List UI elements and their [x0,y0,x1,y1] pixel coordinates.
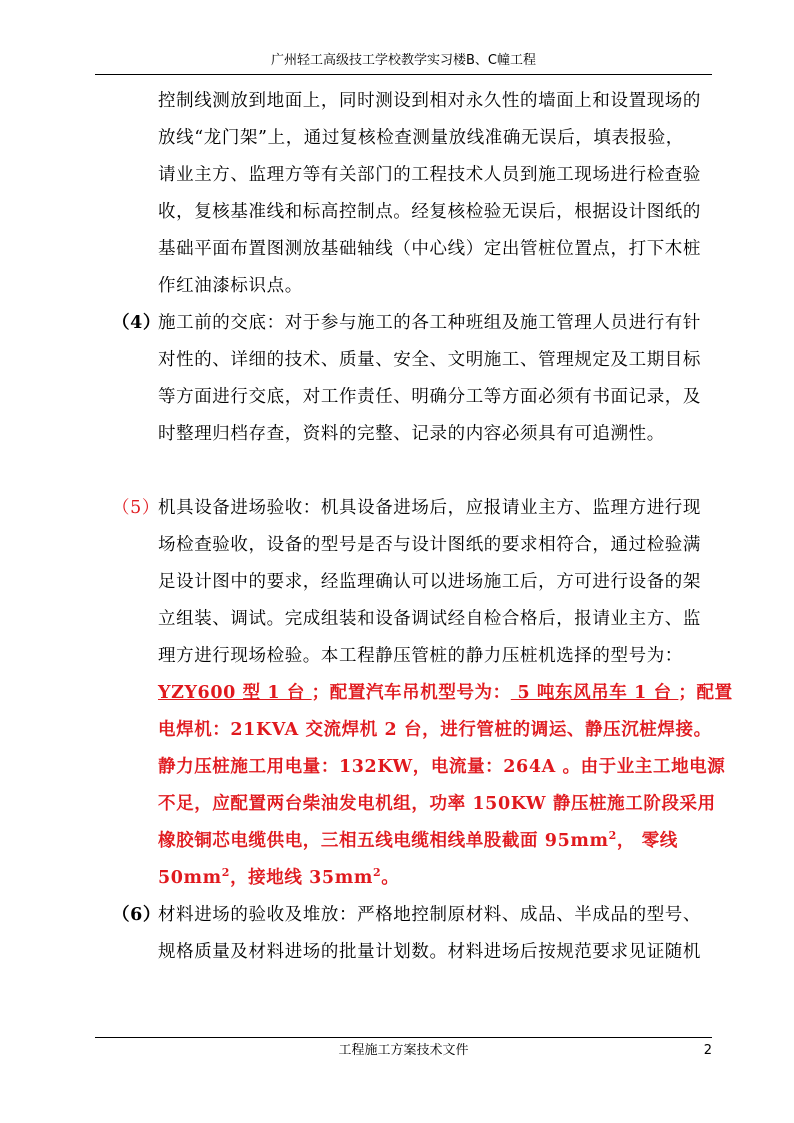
cable-text: 50mm [158,868,222,888]
equipment-spec-line [158,682,733,704]
cable-text: 橡胶铜芯电缆供电，三相五线电缆相线单股截面 95mm [158,831,609,851]
cable-text: ， 零线 [616,831,678,851]
paragraph-line: 规格质量及材料进场的批量计划数。材料进场后按规范要求见证随机 [158,942,701,962]
power-spec-line: 静力压桩施工用电量：132KW，电流量：264A 。由于业主工地电源 [158,757,726,777]
cable-spec-line [158,867,399,889]
paragraph-line: 足设计图中的要求，经监理确认可以进场施工后，方可进行设备的架 [158,572,701,592]
crane-label: ；配置汽车吊机型号为： [311,683,511,703]
item-number-6: （6） [112,905,161,925]
cable-text: ，接地线 35mm [230,868,373,888]
paragraph-line: 放线“龙门架”上，通过复核检查测量放线准确无误后，填表报验， [158,128,684,148]
cable-spec-line [158,830,678,852]
generator-spec-line: 不足，应配置两台柴油发电机组，功率 150KW 静压桩施工阶段采用 [158,794,716,814]
page-number: 2 [703,1043,712,1058]
page-header-title: 广州轻工高级技工学校教学实习楼B、C幢工程 [271,53,536,68]
paragraph-line: 收，复核基准线和标高控制点。经复核检验无误后，根据设计图纸的 [158,202,701,222]
pile-driver-model: YZY600 型 1 台 [158,683,312,703]
crane-model: 5 吨东风吊车 1 台 [510,683,679,703]
paragraph-line: 时整理归档存查，资料的完整、记录的内容必须具有可追溯性。 [158,424,665,444]
config-label: ；配置 [678,683,733,703]
footer-divider [95,1037,712,1038]
paragraph-line: 理方进行现场检验。本工程静压管桩的静力压桩机选择的型号为： [158,646,683,666]
superscript: 2 [608,829,617,843]
superscript: 2 [372,866,382,880]
cable-text: 。 [381,868,400,888]
paragraph-line: 材料进场的验收及堆放：严格地控制原材料、成品、半成品的型号、 [158,905,701,925]
welder-spec-line: 电焊机：21KVA 交流焊机 2 台，进行管桩的调运、静压沉桩焊接。 [158,720,712,740]
item-number-5: （5） [112,498,160,518]
footer-title: 工程施工方案技术文件 [338,1043,469,1058]
paragraph-line: 场检查验收，设备的型号是否与设计图纸的要求相符合，通过检验满 [158,535,701,555]
paragraph-line: 控制线测放到地面上，同时测设到相对永久性的墙面上和设置现场的 [158,91,701,111]
paragraph-line: 施工前的交底：对于参与施工的各工种班组及施工管理人员进行有针 [158,313,701,333]
item-number-4: （4） [112,313,161,333]
paragraph-line: 请业主方、监理方等有关部门的工程技术人员到施工现场进行检查验 [158,165,701,185]
header-divider [95,74,712,75]
paragraph-line: 机具设备进场验收：机具设备进场后，应报请业主方、监理方进行现 [158,498,701,518]
paragraph-line: 对性的、详细的技术、质量、安全、文明施工、管理规定及工期目标 [158,350,701,370]
paragraph-line: 基础平面布置图测放基础轴线（中心线）定出管桩位置点，打下木桩 [158,239,701,259]
superscript: 2 [221,866,231,880]
paragraph-line: 立组装、调试。完成组装和设备调试经自检合格后，报请业主方、监 [158,609,701,629]
paragraph-line: 等方面进行交底，对工作责任、明确分工等方面必须有书面记录，及 [158,387,701,407]
paragraph-line: 作红油漆标识点。 [158,276,303,296]
